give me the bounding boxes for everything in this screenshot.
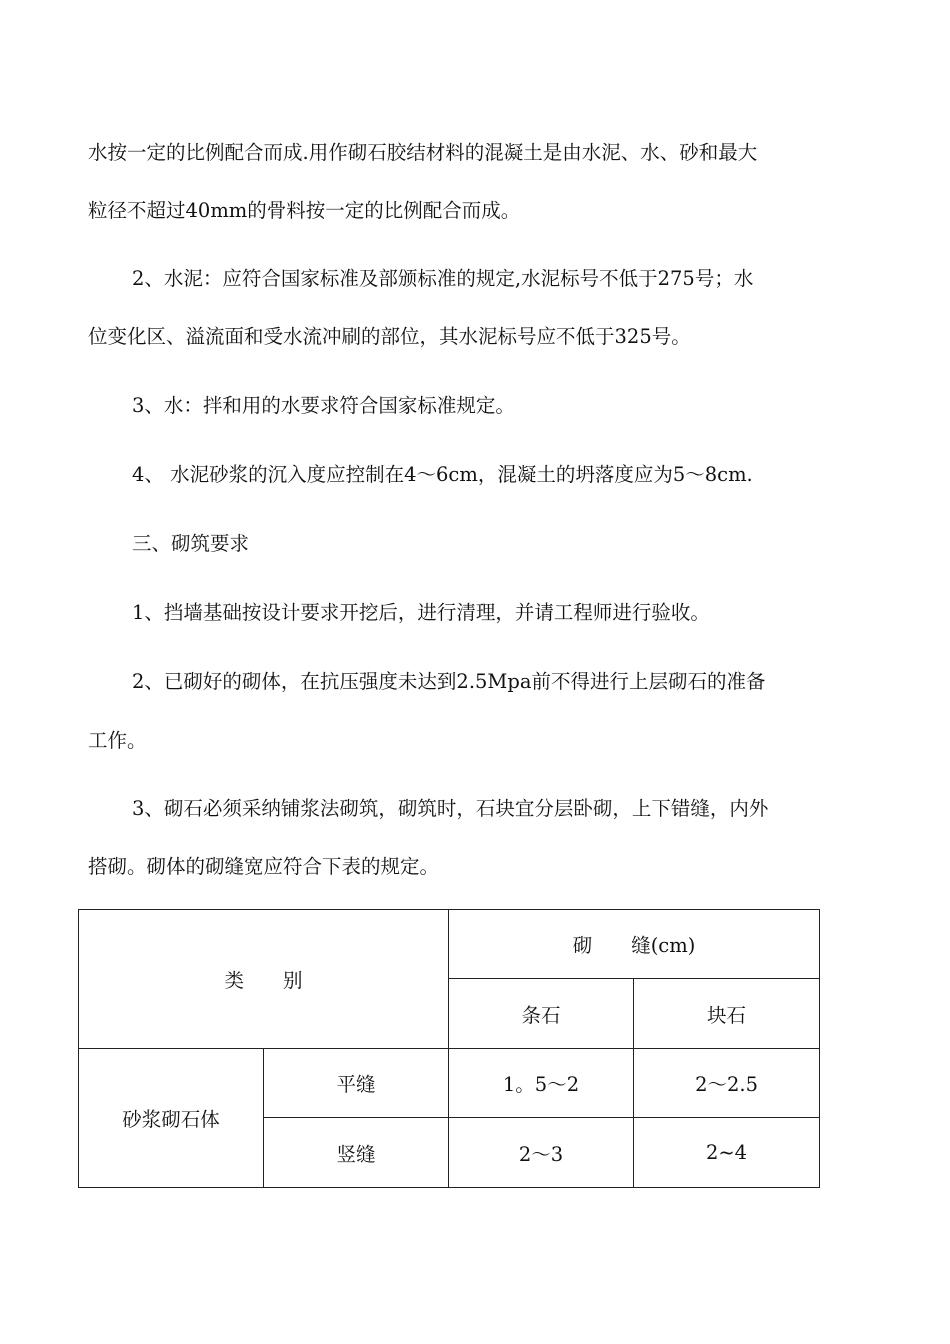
section-heading: 三、砌筑要求 [132,532,250,555]
paragraph-line: 水按一定的比例配合而成.用作砌石胶结材料的混凝土是由水泥、水、砂和最大 [88,141,758,164]
paragraph-line: 3、砌石必须采纳铺浆法砌筑，砌筑时，石块宜分层卧砌，上下错缝，内外 [132,797,769,820]
paragraph-line: 3、水：拌和用的水要求符合国家标准规定。 [132,394,515,417]
paragraph-line: 1、挡墙基础按设计要求开挖后，进行清理，并请工程师进行验收。 [132,601,710,624]
table-cell: 2～2.5 [634,1049,820,1118]
row-label-cell: 竖缝 [264,1118,449,1188]
joint-width-table [78,909,820,1188]
paragraph-line: 粒径不超过40mm的骨料按一定的比例配合而成。 [88,199,521,222]
paragraph-line: 工作。 [88,729,147,752]
paragraph-line: 2、水泥：应符合国家标准及部颁标准的规定,水泥标号不低于275号；水 [132,267,754,290]
paragraph-line: 4、 水泥砂浆的沉入度应控制在4～6cm，混凝土的坍落度应为5～8cm. [132,463,753,486]
header-strip-stone-cell: 条石 [449,979,634,1049]
table-cell: 2~4 [634,1118,820,1188]
table-cell: 1。5～2 [449,1049,634,1118]
header-joint-cell: 砌 缝(cm) [449,910,820,979]
table-cell: 2～3 [449,1118,634,1188]
header-block-stone-cell: 块石 [634,979,820,1049]
paragraph-line: 搭砌。砌体的砌缝宽应符合下表的规定。 [88,855,440,878]
row-label-cell: 平缝 [264,1049,449,1118]
paragraph-line: 位变化区、溢流面和受水流冲刷的部位，其水泥标号应不低于325号。 [88,325,691,348]
row-group-cell: 砂浆砌石体 [79,1049,264,1188]
paragraph-line: 2、已砌好的砌体，在抗压强度未达到2.5Mpa前不得进行上层砌石的准备 [132,670,766,693]
header-category-cell: 类 别 [79,910,449,1049]
